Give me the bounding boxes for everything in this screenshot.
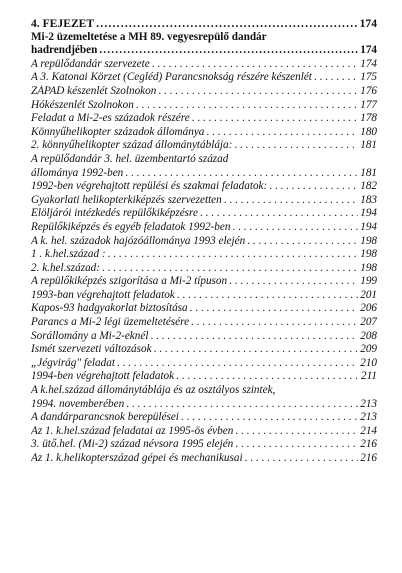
dot-leader: [247, 235, 358, 249]
toc-entry: [31, 112, 377, 126]
toc-entry-title: 1 . k.hel.század :: [31, 248, 106, 261]
toc-entry-title: Gyakorlati helikopterkiképzés szervezetten: [31, 193, 222, 206]
toc-entry: [31, 58, 377, 72]
toc-entry: [31, 425, 377, 439]
dot-leader: [108, 248, 359, 262]
toc-entry-title: 1994. novemberében: [31, 397, 125, 410]
toc-entry-title: A 3. Katonai Körzet (Cegléd) Parancsnokság részére készenlét: [31, 71, 312, 84]
dot-leader: [181, 411, 358, 425]
dot-leader: [190, 302, 359, 316]
dot-leader: [158, 85, 358, 99]
toc-entry-title: Feladat a Mi-2-es századok részére: [31, 112, 190, 125]
toc-entry: [31, 248, 377, 262]
chapter-page: 174: [359, 17, 377, 30]
dot-leader: [99, 44, 358, 58]
toc-entry: [31, 302, 377, 316]
toc-entry-page: 181: [360, 139, 377, 152]
toc-entry: [31, 289, 377, 303]
toc-entry-page: 201: [360, 288, 377, 301]
section-heading-line1: Mi-2 üzemeltetése a MH 89. vegyesrepülő dandár: [31, 30, 267, 43]
toc-entry-page: 210: [360, 356, 377, 369]
toc-entry-page: 214: [360, 424, 377, 437]
toc-entry: [31, 139, 377, 153]
toc-entry-title: „Jégvirág" feladat: [31, 356, 115, 369]
dot-leader: [177, 289, 358, 303]
toc-entry: [31, 99, 377, 113]
toc-entry-title: Ismét szervezeti változások: [31, 343, 152, 356]
toc-entry: [31, 452, 377, 466]
dot-leader: [117, 357, 358, 371]
dot-leader: [150, 330, 358, 344]
toc-entry-page: 216: [360, 452, 377, 464]
toc-entry-page: 181: [360, 166, 377, 179]
toc-entry-page: 177: [360, 98, 377, 111]
dot-leader: [245, 452, 359, 466]
toc-entry-title: ZÁPAD készenlét Szolnokon: [31, 84, 157, 97]
toc-entry: [31, 180, 377, 194]
dot-leader: [224, 194, 358, 208]
toc-entry-page: 198: [360, 234, 377, 247]
toc-entry-page: 208: [360, 329, 377, 342]
dot-leader: [96, 17, 357, 31]
toc-entry-line1: A k.hel.század állománytáblája és az osztályos szintek,: [31, 384, 276, 397]
toc-entry-title: állománya 1992-ben: [31, 166, 124, 179]
toc-entry-title: A repülőkiképzés szigorítása a Mi-2 típuson: [31, 275, 228, 288]
toc-entry: [31, 370, 377, 384]
section-title-line2: hadrendjében: [31, 44, 98, 57]
toc-entry-page: 213: [360, 411, 377, 424]
toc-entry: [31, 343, 377, 357]
toc-entry-page: 198: [360, 248, 377, 261]
toc-entry-page: 198: [360, 261, 377, 274]
toc-entry-page: 176: [360, 84, 377, 97]
toc-entry-title: 2. könnyűhelikopter század állománytáblája:: [31, 139, 233, 152]
section-page: 174: [360, 44, 377, 57]
toc-entry: [31, 438, 377, 452]
toc-entry-title: 1994-ben végrehajtott feladatok: [31, 370, 175, 383]
toc-entry: [31, 411, 377, 425]
dot-leader: [192, 112, 359, 126]
toc-entry: [31, 235, 377, 249]
toc-entry: [31, 207, 377, 221]
toc-entry-page: 194: [360, 207, 377, 220]
toc-entry-page: 180: [360, 125, 377, 138]
dot-leader: [235, 425, 358, 439]
toc-entry: [31, 167, 377, 181]
toc-entry: [31, 221, 377, 235]
toc-entry-page: 183: [360, 193, 377, 206]
toc-entry: [31, 71, 377, 85]
toc-entry-page: 207: [360, 316, 377, 329]
dot-leader: [269, 180, 358, 194]
dot-leader: [136, 99, 358, 113]
dot-leader: [126, 398, 358, 412]
dot-leader: [125, 167, 358, 181]
dot-leader: [232, 221, 358, 235]
toc-entry-page: 216: [360, 438, 377, 451]
toc-entry: [31, 316, 377, 330]
toc-entry-title: Az 1. k.hel.század feladatai az 1995-ös évben: [31, 424, 234, 437]
toc-entry-page: 182: [360, 180, 377, 193]
toc-entry-page: 194: [360, 220, 377, 233]
toc-entry-title: Elöljárói intézkedés repülőkiképzésre: [31, 207, 198, 220]
toc-entry-title: 1992-ben végrehajtott repülési és szakmai feladatok:: [31, 180, 268, 193]
toc-entry: [31, 85, 377, 99]
toc-entry-page: 199: [360, 275, 377, 288]
toc-entry-title: Könnyűhelikopter századok állománya: [31, 125, 205, 138]
toc-entry: [31, 262, 377, 276]
toc-entry-title: A repülődandár szervezete: [31, 57, 150, 70]
toc-entry-page: 178: [360, 112, 377, 125]
dot-leader: [154, 343, 359, 357]
toc-entry: [31, 330, 377, 344]
dot-leader: [176, 370, 359, 384]
dot-leader: [206, 126, 358, 140]
toc-entry-line1: A repülődandár 3. hel. üzembentartó század: [31, 152, 229, 165]
toc-entry: [31, 398, 377, 412]
toc-entry-title: Parancs a Mi-2 légi üzemeltetésére: [31, 316, 190, 329]
table-of-contents: [31, 17, 377, 466]
toc-entry: [31, 194, 377, 208]
chapter-heading: [31, 17, 377, 31]
toc-entry-title: Kapos-93 hadgyakorlat biztosítása: [31, 302, 188, 315]
toc-entry-title: A k. hel. századok hajózóállománya 1993 elején: [31, 234, 246, 247]
section-heading: [31, 44, 377, 58]
toc-entry-title: Sorállomány a Mi-2-eknél: [31, 329, 149, 342]
toc-entry-title: 1993-ban végrehajtott feladatok: [31, 288, 175, 301]
dot-leader: [314, 71, 358, 85]
toc-entry-title: Az 1. k.helikopterszázad gépei és mechanikusai: [31, 452, 243, 464]
toc-entry-page: 175: [360, 71, 377, 84]
toc-entry: [31, 357, 377, 371]
toc-entry-title: Hókészenlét Szolnokon: [31, 98, 134, 111]
toc-entry-page: 211: [361, 370, 377, 383]
toc-entry-title: Repülőkiképzés és egyéb feladatok 1992-ben: [31, 220, 231, 233]
toc-entry: [31, 275, 377, 289]
dot-leader: [234, 139, 358, 153]
dot-leader: [102, 262, 358, 276]
toc-entry-page: 206: [360, 302, 377, 315]
toc-entry-title: 2. k.hel.század:: [31, 261, 100, 274]
dot-leader: [200, 207, 358, 221]
dot-leader: [229, 275, 358, 289]
toc-entry: [31, 126, 377, 140]
toc-entry-title: 3. ütő.hel. (Mi-2) század névsora 1995 elején: [31, 438, 234, 451]
toc-entry-page: 174: [360, 57, 377, 70]
toc-entry-title: A dandárparancsnok berepülései: [31, 411, 179, 424]
toc-entry-page: 213: [360, 397, 377, 410]
dot-leader: [152, 58, 359, 72]
toc-entry-page: 209: [360, 343, 377, 356]
chapter-title: 4. FEJEZET: [31, 17, 95, 30]
dot-leader: [235, 438, 358, 452]
dot-leader: [191, 316, 358, 330]
